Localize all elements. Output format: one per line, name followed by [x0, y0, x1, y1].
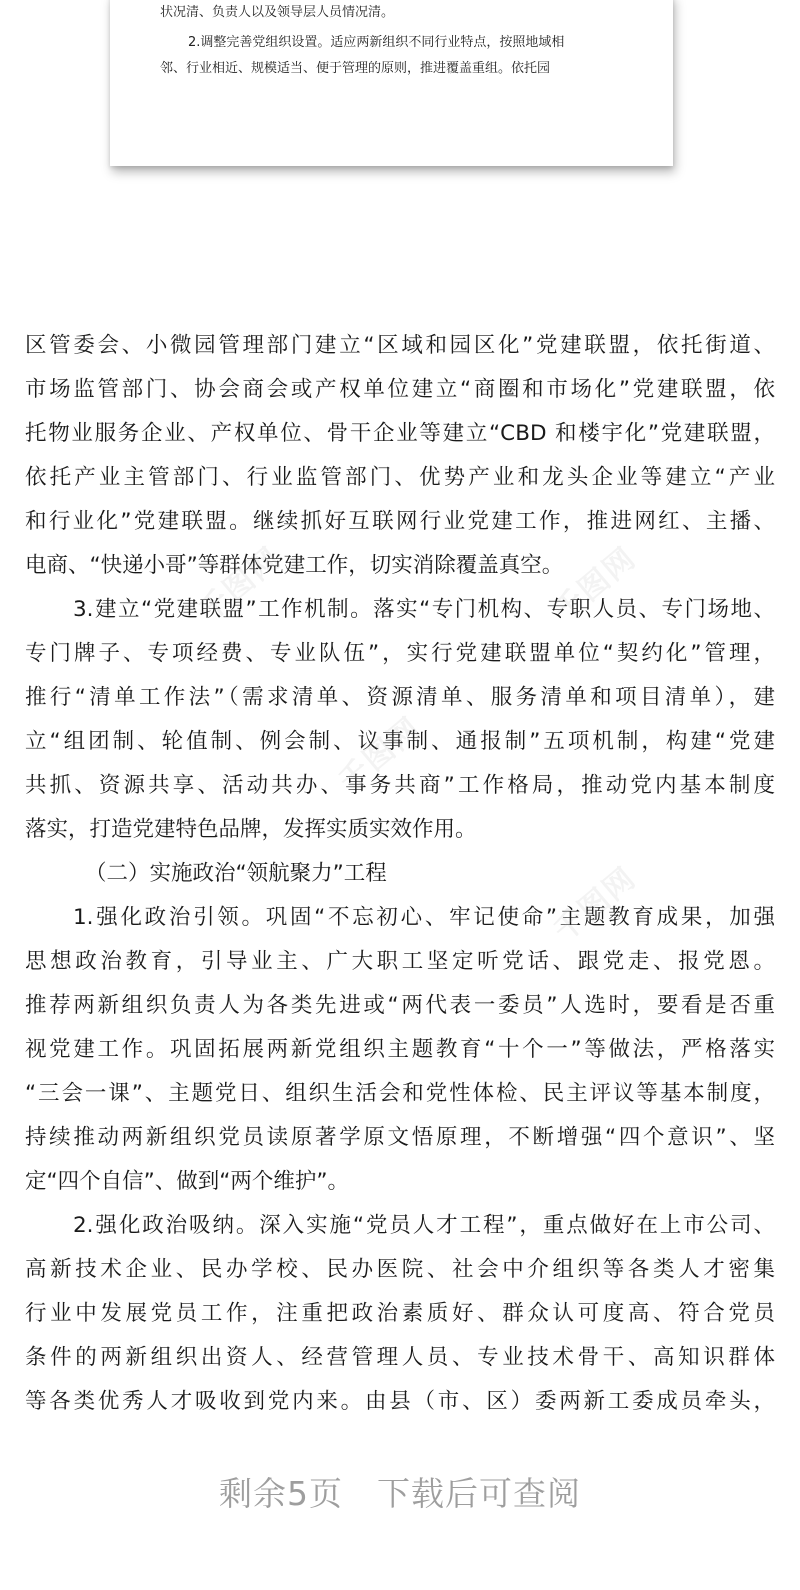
download-to-view-link[interactable]: 下载后可查阅 [377, 1474, 581, 1513]
paragraph-line: 电商、“快递小哥”等群体党建工作，切实消除覆盖真空。 [25, 553, 564, 578]
paragraph-line: 推行“清单工作法”（需求清单、资源清单、服务清单和项目清单），建 [25, 685, 775, 710]
paragraph-line: 条件的两新组织出资人、经营管理人员、专业技术骨干、高知识群体 [25, 1345, 775, 1370]
paragraph-line: 推荐两新组织负责人为各类先进或“两代表一委员”人选时，要看是否重 [25, 993, 775, 1018]
document-preview-card [110, 0, 673, 166]
preview-line: 2.调整完善党组织设置。适应两新组织不同行业特点，按照地域相 [188, 35, 565, 50]
paragraph-line: 2.强化政治吸纳。深入实施“党员人才工程”，重点做好在上市公司、 [73, 1213, 775, 1238]
paragraph-line: 依托产业主管部门、行业监管部门、优势产业和龙头企业等建立“产业 [25, 465, 775, 490]
paragraph-line: 和行业化”党建联盟。继续抓好互联网行业党建工作，推进网红、主播、 [25, 509, 775, 534]
paragraph-line: 落实，打造党建特色品牌，发挥实质实效作用。 [25, 817, 477, 842]
paragraph-line: 市场监管部门、协会商会或产权单位建立“商圈和市场化”党建联盟，依 [25, 377, 775, 402]
paragraph-line: 行业中发展党员工作，注重把政治素质好、群众认可度高、符合党员 [25, 1301, 775, 1326]
paragraph-line: 思想政治教育，引导业主、广大职工坚定听党话、跟党走、报党恩。 [25, 949, 775, 974]
paragraph-line: 视党建工作。巩固拓展两新党组织主题教育“十个一”等做法，严格落实 [25, 1037, 775, 1062]
document-body [25, 324, 775, 1424]
paragraph-line: 共抓、资源共享、活动共办、事务共商”工作格局，推动党内基本制度 [25, 773, 775, 798]
paragraph-line: 专门牌子、专项经费、专业队伍”，实行党建联盟单位“契约化”管理， [25, 641, 775, 666]
preview-line: 状况清、负责人以及领导层人员情况清。 [160, 5, 395, 20]
paragraph-line: 3.建立“党建联盟”工作机制。落实“专门机构、专职人员、专门场地、 [73, 597, 775, 622]
paragraph-line: 区管委会、小微园管理部门建立“区域和园区化”党建联盟，依托街道、 [25, 333, 775, 358]
watermark: 千图网 [547, 540, 644, 629]
section-heading: （二）实施政治“领航聚力”工程 [85, 861, 387, 886]
paragraph-line: “三会一课”、主题党日、组织生活会和党性体检、民主评议等基本制度， [25, 1081, 775, 1106]
watermark: 千图网 [332, 710, 429, 799]
paragraph-line: 持续推动两新组织党员读原著学原文悟原理，不断增强“四个意识”、坚 [25, 1125, 775, 1150]
remaining-pages-label: 剩余5页 [219, 1474, 343, 1513]
paragraph-line: 等各类优秀人才吸收到党内来。由县（市、区）委两新工委成员牵头， [25, 1389, 775, 1414]
watermark: 千图网 [547, 860, 644, 949]
preview-line: 邻、行业相近、规模适当、便于管理的原则，推进覆盖重组。依托园 [160, 61, 551, 76]
watermark: 千图网 [192, 540, 289, 629]
paragraph-line: 高新技术企业、民办学校、民办医院、社会中介组织等各类人才密集 [25, 1257, 775, 1282]
paragraph-line: 托物业服务企业、产权单位、骨干企业等建立“CBD 和楼宇化”党建联盟， [25, 421, 775, 446]
download-prompt[interactable] [0, 1468, 800, 1515]
paragraph-line: 1.强化政治引领。巩固“不忘初心、牢记使命”主题教育成果，加强 [73, 905, 775, 930]
paragraph-line: 立“组团制、轮值制、例会制、议事制、通报制”五项机制，构建“党建 [25, 729, 775, 754]
paragraph-line: 定“四个自信”、做到“两个维护”。 [25, 1169, 350, 1194]
